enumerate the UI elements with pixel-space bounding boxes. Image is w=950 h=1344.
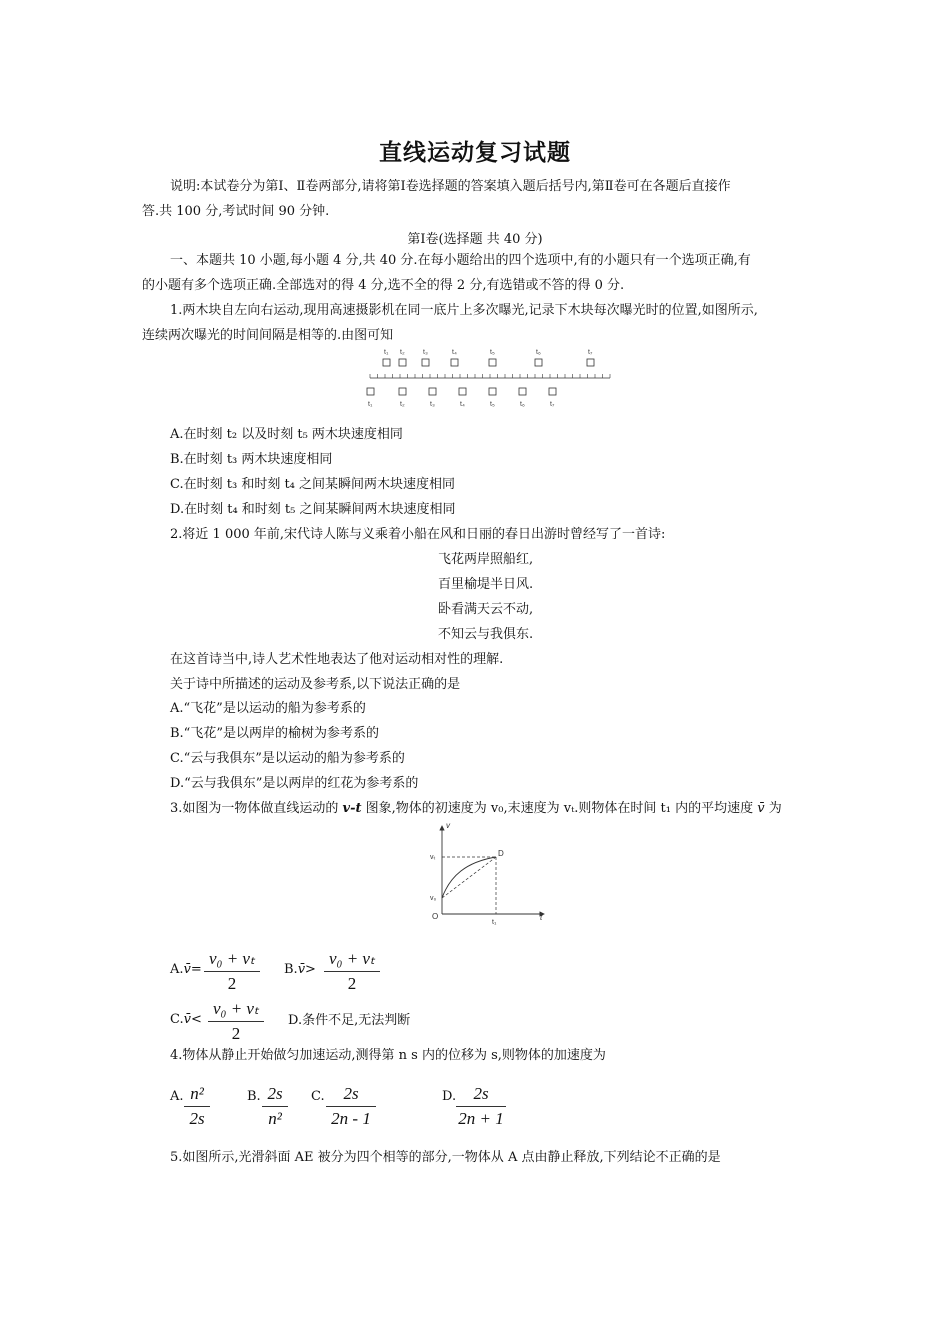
q4-option-b-label: B. bbox=[247, 1089, 261, 1104]
top-exposure-label: t₃ bbox=[423, 349, 428, 356]
top-exposure-label: t₄ bbox=[452, 349, 457, 356]
q4-option-d-fraction: 2s 2n + 1 bbox=[456, 1083, 506, 1130]
q3-vt-label: vₜ bbox=[430, 854, 436, 861]
q3-option-c-label: C.v̄< bbox=[170, 1012, 202, 1027]
poem-line-2: 百里榆堤半日风. bbox=[438, 577, 534, 592]
top-block-exposure bbox=[587, 359, 594, 366]
part-intro-line2: 的小题有多个选项正确.全部选对的得 4 分,选不全的得 2 分,有选错或不答的得 0 分. bbox=[142, 278, 625, 293]
q4-option-b-fraction: 2s n² bbox=[262, 1083, 288, 1130]
q3-option-b-label: B.v̄> bbox=[284, 962, 316, 977]
part-intro-line1: 一、本题共 10 小题,每小题 4 分,共 40 分.在每小题给出的四个选项中,有的小题只有一个选项正确,有 bbox=[170, 253, 751, 268]
q3-option-a-label: A.v̄= bbox=[170, 962, 202, 977]
q3-x-axis-label: t bbox=[540, 913, 543, 922]
bottom-exposure-label: t₇ bbox=[550, 401, 555, 408]
poem-line-3: 卧看满天云不动, bbox=[438, 602, 534, 617]
top-exposure-label: t₅ bbox=[490, 349, 495, 356]
bottom-block-exposure bbox=[549, 388, 556, 395]
bottom-exposure-label: t₆ bbox=[520, 401, 525, 408]
q5-stem: 5.如图所示,光滑斜面 AE 被分为四个相等的部分,一物体从 A 点由静止释放,下列结论不正确的是 bbox=[170, 1150, 721, 1165]
poem-line-1: 飞花两岸照船红, bbox=[438, 552, 534, 567]
q3-option-d: D.条件不足,无法判断 bbox=[288, 1013, 411, 1028]
q4-option-a-fraction: n² 2s bbox=[184, 1083, 210, 1130]
top-block-exposure bbox=[535, 359, 542, 366]
bottom-block-exposure bbox=[399, 388, 406, 395]
poem-line-4: 不知云与我俱东. bbox=[438, 627, 534, 642]
q4-option-a-label: A. bbox=[170, 1089, 184, 1104]
q1-stem-line1: 1.两木块自左向右运动,现用高速摄影机在同一底片上多次曝光,记录下木块每次曝光时的位置,如图所示, bbox=[170, 303, 758, 318]
q1-option-d: D.在时刻 t₄ 和时刻 t₅ 之间某瞬间两木块速度相同 bbox=[170, 502, 456, 517]
q2-option-a: A.“飞花”是以运动的船为参考系的 bbox=[170, 701, 366, 716]
q2-option-c: C.“云与我俱东”是以运动的船为参考系的 bbox=[170, 751, 405, 766]
bottom-block-exposure bbox=[519, 388, 526, 395]
bottom-block-exposure bbox=[429, 388, 436, 395]
bottom-exposure-label: t₃ bbox=[430, 401, 435, 408]
top-exposure-label: t₇ bbox=[588, 349, 593, 356]
q3-vt-graph bbox=[426, 820, 552, 926]
q3-stem: 3.如图为一物体做直线运动的 v-t 图象,物体的初速度为 v₀,末速度为 vₜ.则物体在时间 t₁ 内的平均速度 v̄ 为 bbox=[170, 801, 782, 816]
q4-option-d-label: D. bbox=[442, 1089, 457, 1104]
top-block-exposure bbox=[383, 359, 390, 366]
section-header: 第Ⅰ卷(选择题 共 40 分) bbox=[407, 232, 543, 247]
bottom-exposure-label: t₅ bbox=[490, 401, 495, 408]
page-title: 直线运动复习试题 bbox=[379, 139, 571, 166]
q1-stem-line2: 连续两次曝光的时间间隔是相等的.由图可知 bbox=[142, 328, 394, 343]
q3-option-a-fraction: v₀ + vₜ 2 bbox=[204, 948, 260, 995]
q2-stem: 2.将近 1 000 年前,宋代诗人陈与义乘着小船在风和日丽的春日出游时曾经写了一首诗: bbox=[170, 527, 666, 542]
q1-option-c: C.在时刻 t₃ 和时刻 t₄ 之间某瞬间两木块速度相同 bbox=[170, 477, 456, 492]
top-block-exposure bbox=[399, 359, 406, 366]
q2-comment-1: 在这首诗当中,诗人艺术性地表达了他对运动相对性的理解. bbox=[170, 652, 504, 667]
q4-stem: 4.物体从静止开始做匀加速运动,测得第 n s 内的位移为 s,则物体的加速度为 bbox=[170, 1048, 606, 1063]
q3-option-c-fraction: v₀ + vₜ 2 bbox=[208, 998, 264, 1045]
bottom-block-exposure bbox=[367, 388, 374, 395]
top-exposure-label: t₁ bbox=[384, 349, 389, 356]
q3-t1-label: t₁ bbox=[492, 919, 497, 926]
bottom-exposure-label: t₁ bbox=[368, 401, 373, 408]
bottom-exposure-label: t₄ bbox=[460, 401, 465, 408]
top-block-exposure bbox=[422, 359, 429, 366]
top-exposure-label: t₂ bbox=[400, 349, 405, 356]
q3-y-axis-label: v bbox=[446, 821, 450, 830]
top-exposure-label: t₆ bbox=[536, 349, 541, 356]
q1-option-b: B.在时刻 t₃ 两木块速度相同 bbox=[170, 452, 333, 467]
top-block-exposure bbox=[489, 359, 496, 366]
bottom-block-exposure bbox=[459, 388, 466, 395]
q3-point-d-label: D bbox=[498, 849, 504, 858]
q3-v0-label: v₀ bbox=[430, 895, 437, 902]
q4-option-c-fraction: 2s 2n - 1 bbox=[326, 1083, 376, 1130]
q1-option-a: A.在时刻 t₂ 以及时刻 t₅ 两木块速度相同 bbox=[170, 427, 403, 442]
q3-option-b-fraction: v₀ + vₜ 2 bbox=[324, 948, 380, 995]
bottom-block-exposure bbox=[489, 388, 496, 395]
bottom-exposure-label: t₂ bbox=[400, 401, 405, 408]
q3-origin-label: O bbox=[432, 912, 439, 921]
instructions-line1: 说明:本试卷分为第Ⅰ、Ⅱ卷两部分,请将第Ⅰ卷选择题的答案填入题后括号内,第Ⅱ卷可在各题后直接作 bbox=[170, 179, 731, 194]
q1-exposure-diagram bbox=[362, 344, 618, 410]
q2-comment-2: 关于诗中所描述的运动及参考系,以下说法正确的是 bbox=[170, 677, 461, 692]
q4-option-c-label: C. bbox=[311, 1089, 325, 1104]
top-block-exposure bbox=[451, 359, 458, 366]
q2-option-d: D.“云与我俱东”是以两岸的红花为参考系的 bbox=[170, 776, 419, 791]
instructions-line2: 答.共 100 分,考试时间 90 分钟. bbox=[142, 204, 330, 219]
q2-option-b: B.“飞花”是以两岸的榆树为参考系的 bbox=[170, 726, 379, 741]
